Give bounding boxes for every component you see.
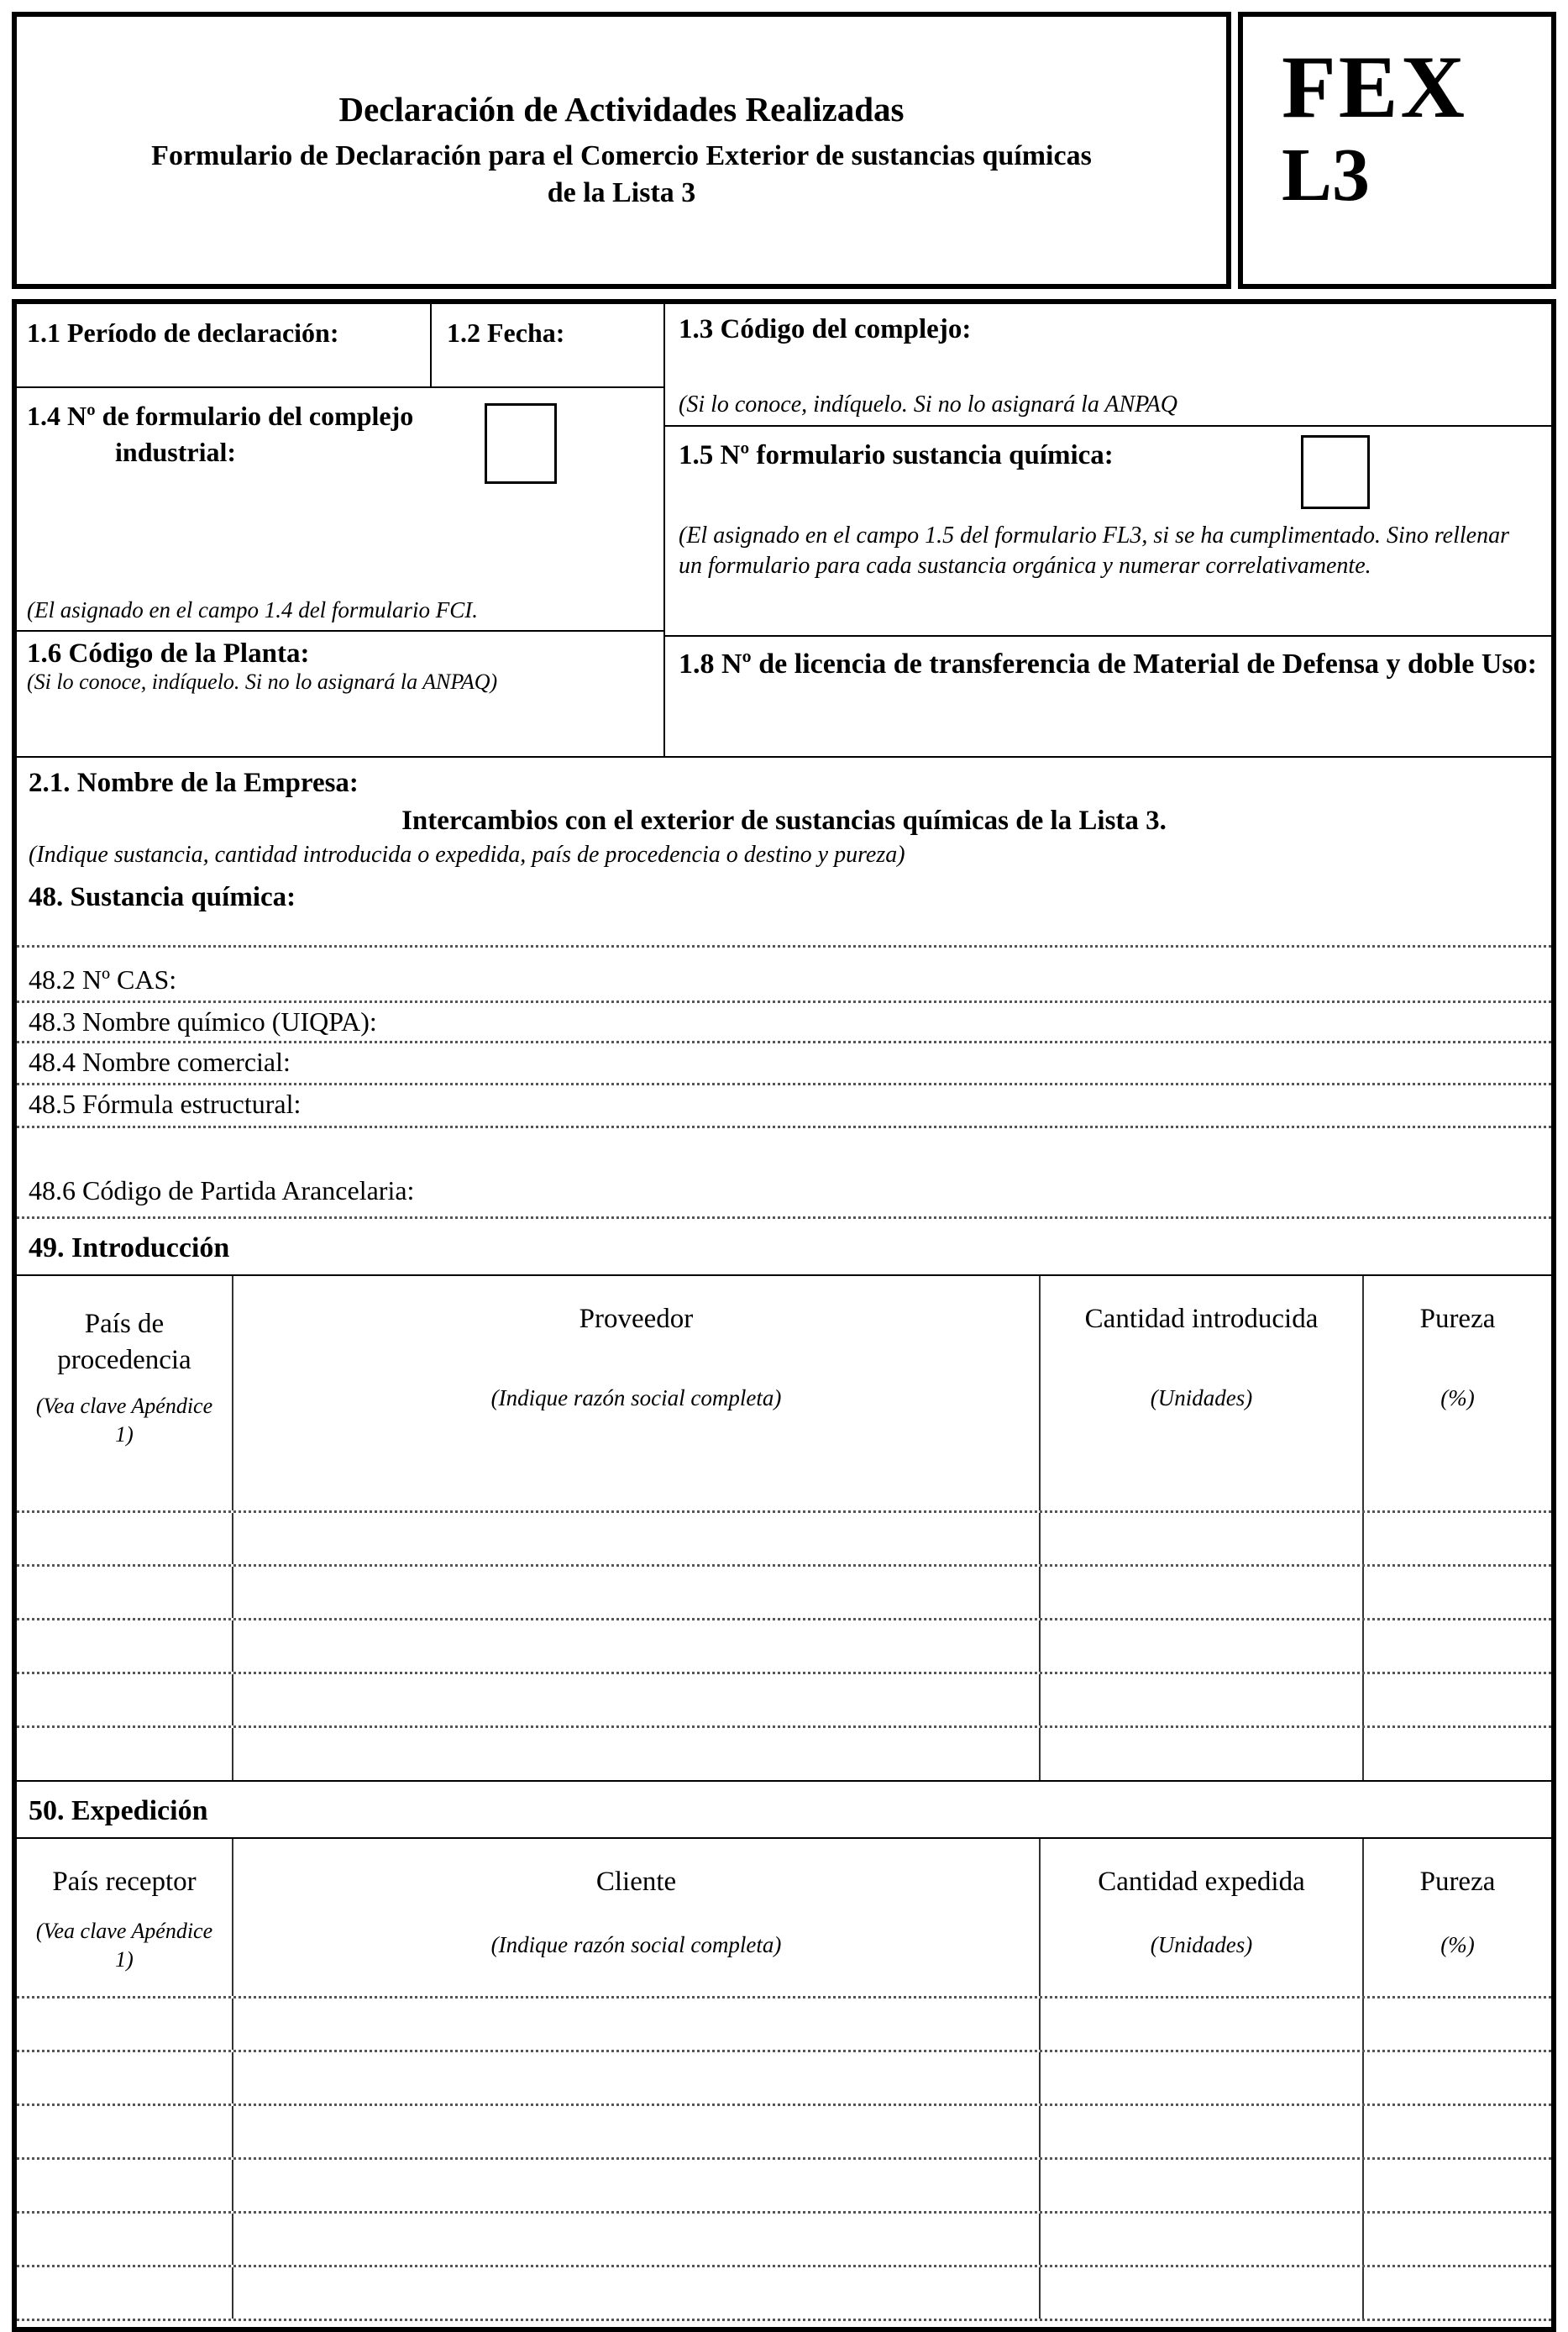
- expedition-table-header: [17, 1839, 1551, 1998]
- col-provider-note: (Indique razón social completa): [490, 1384, 782, 1410]
- table-cell[interactable]: [1041, 1674, 1364, 1725]
- table-row[interactable]: [17, 2052, 1551, 2106]
- field-48-6-label: 48.6 Código de Partida Arancelaria:: [29, 1175, 415, 1205]
- table-cell[interactable]: [17, 2267, 233, 2319]
- col-purity: [1364, 1839, 1551, 1996]
- col-quantity-introduced-label: Cantidad introducida: [1084, 1304, 1319, 1334]
- table-cell[interactable]: [1041, 2267, 1364, 2319]
- section-49-title: 49. Introducción: [17, 1219, 1551, 1276]
- col-quantity-introduced-note: (Unidades): [1150, 1384, 1253, 1410]
- col-purity-note: (%): [1440, 1931, 1475, 1957]
- col-receiving-country-note: (Vea clave Apéndice 1): [35, 1918, 213, 1972]
- field-1-5-substance-form-number-cell[interactable]: [665, 427, 1551, 637]
- field-48-4-label: 48.4 Nombre comercial:: [29, 1047, 291, 1077]
- field-48-2-label: 48.2 Nº CAS:: [29, 964, 177, 995]
- col-purity-label: Pureza: [1419, 1867, 1496, 1897]
- section-1-top-row: [17, 304, 663, 388]
- field-1-6-label: 1.6 Código de la Planta:: [27, 638, 310, 669]
- col-client-note: (Indique razón social completa): [490, 1931, 782, 1957]
- field-1-5-note: (El asignado en el campo 1.5 del formulario FL3, si se ha cumplimentado. Sino rellenar un formulario para cada sustancia orgánica y numerar correlativamente.: [679, 523, 1509, 580]
- section-2-note: (Indique sustancia, cantidad introducida o expedida, país de procedencia o destino y pureza): [29, 842, 905, 868]
- table-cell[interactable]: [233, 2267, 1041, 2319]
- col-provider-label: Proveedor: [579, 1304, 694, 1334]
- field-1-3-complex-code-cell[interactable]: [665, 304, 1551, 427]
- section-1-right-column: [665, 304, 1551, 756]
- field-48-3-label: 48.3 Nombre químico (UIQPA):: [29, 1006, 377, 1037]
- introduction-table-body: [17, 1513, 1551, 1782]
- table-cell[interactable]: [17, 1620, 233, 1672]
- table-cell[interactable]: [233, 1513, 1041, 1564]
- col-receiving-country: [17, 1839, 233, 1996]
- table-cell[interactable]: [233, 1998, 1041, 2050]
- table-cell[interactable]: [233, 1728, 1041, 1780]
- field-48-label: 48. Sustancia química:: [29, 882, 296, 912]
- col-provider: [233, 1276, 1041, 1510]
- field-2-1-label: 2.1. Nombre de la Empresa:: [29, 768, 359, 798]
- table-cell[interactable]: [1041, 1998, 1364, 2050]
- field-48-substance-row[interactable]: [17, 874, 1551, 948]
- table-cell[interactable]: [1364, 2214, 1551, 2265]
- table-row[interactable]: [17, 1728, 1551, 1782]
- col-purity: [1364, 1276, 1551, 1510]
- table-cell[interactable]: [1364, 1998, 1551, 2050]
- field-1-2-label: 1.2 Fecha:: [447, 318, 565, 348]
- table-cell[interactable]: [1364, 1513, 1551, 1564]
- field-1-3-label: 1.3 Código del complejo:: [679, 314, 972, 344]
- table-cell[interactable]: [1041, 1728, 1364, 1780]
- table-cell[interactable]: [1364, 1567, 1551, 1618]
- field-1-6-note: (Si lo conoce, indíquelo. Si no lo asignará la ANPAQ): [27, 670, 498, 694]
- table-cell[interactable]: [17, 1567, 233, 1618]
- table-cell[interactable]: [17, 2106, 233, 2157]
- table-row[interactable]: [17, 2106, 1551, 2160]
- table-cell[interactable]: [17, 2214, 233, 2265]
- table-cell[interactable]: [1041, 1620, 1364, 1672]
- table-row[interactable]: [17, 2160, 1551, 2214]
- field-1-2-date-cell[interactable]: [432, 304, 663, 386]
- table-row[interactable]: [17, 1513, 1551, 1567]
- table-cell[interactable]: [233, 2106, 1041, 2157]
- table-cell[interactable]: [233, 1674, 1041, 1725]
- table-cell[interactable]: [233, 2214, 1041, 2265]
- col-quantity-introduced: [1041, 1276, 1364, 1510]
- section-2[interactable]: [17, 758, 1551, 874]
- table-cell[interactable]: [233, 1620, 1041, 1672]
- field-1-4-label: 1.4 Nº de formulario del complejo industrial:: [27, 401, 414, 468]
- form-code-l3: L3: [1282, 133, 1371, 217]
- table-cell[interactable]: [1041, 2160, 1364, 2211]
- table-cell[interactable]: [1364, 2160, 1551, 2211]
- form-code-fex: FEX: [1282, 38, 1467, 136]
- form-body: [12, 299, 1556, 2332]
- introduction-table-header: [17, 1276, 1551, 1513]
- section-2-heading: Intercambios con el exterior de sustancias químicas de la Lista 3.: [401, 806, 1167, 836]
- table-row[interactable]: [17, 1620, 1551, 1674]
- col-country-of-origin-note: (Vea clave Apéndice 1): [35, 1393, 213, 1447]
- table-row[interactable]: [17, 1674, 1551, 1728]
- col-purity-note: (%): [1440, 1384, 1475, 1410]
- field-48-5-structural-formula-row[interactable]: [17, 1085, 1551, 1128]
- col-purity-label: Pureza: [1419, 1304, 1496, 1334]
- table-cell[interactable]: [17, 2160, 233, 2211]
- table-cell[interactable]: [1364, 1620, 1551, 1672]
- field-1-1-label: 1.1 Período de declaración:: [27, 318, 339, 348]
- col-client-label: Cliente: [595, 1867, 677, 1897]
- col-quantity-shipped-label: Cantidad expedida: [1098, 1867, 1305, 1897]
- table-row[interactable]: [17, 2214, 1551, 2267]
- col-quantity-shipped: [1041, 1839, 1364, 1996]
- table-cell[interactable]: [1041, 1513, 1364, 1564]
- table-cell[interactable]: [1041, 1567, 1364, 1618]
- field-48-4-commercial-name-row[interactable]: [17, 1043, 1551, 1085]
- table-cell[interactable]: [1364, 2267, 1551, 2319]
- section-1-left-column: [17, 304, 665, 756]
- table-cell[interactable]: [17, 1513, 233, 1564]
- table-cell[interactable]: [1364, 1674, 1551, 1725]
- table-cell[interactable]: [1041, 2214, 1364, 2265]
- table-row[interactable]: [17, 1567, 1551, 1620]
- form-header: [0, 0, 1568, 289]
- field-1-4-entry-box[interactable]: [485, 403, 557, 484]
- form-title: Declaración de Actividades Realizadas: [338, 89, 905, 129]
- col-quantity-shipped-note: (Unidades): [1150, 1931, 1253, 1957]
- form-code-box: [1238, 12, 1556, 289]
- form-title-box: [12, 12, 1231, 289]
- table-cell[interactable]: [1364, 1728, 1551, 1780]
- field-1-4-row: [27, 398, 653, 484]
- table-row[interactable]: [17, 1998, 1551, 2052]
- table-cell[interactable]: [233, 1567, 1041, 1618]
- table-cell[interactable]: [1041, 2052, 1364, 2104]
- field-1-4-complex-form-number-cell[interactable]: [17, 388, 663, 632]
- field-48-3-iupac-name-row[interactable]: [17, 1003, 1551, 1043]
- field-1-5-entry-box[interactable]: [1301, 435, 1370, 509]
- field-1-1-period-cell[interactable]: [17, 304, 432, 386]
- col-client: [233, 1839, 1041, 1996]
- field-48-6-tariff-code-row[interactable]: [17, 1128, 1551, 1219]
- table-cell[interactable]: [233, 2052, 1041, 2104]
- col-country-of-origin-label: País de procedencia: [57, 1309, 191, 1375]
- field-1-5-row: [679, 435, 1538, 509]
- expedition-table-body: [17, 1998, 1551, 2321]
- field-48-2-cas-row[interactable]: [17, 948, 1551, 1003]
- field-1-3-note: (Si lo conoce, indíquelo. Si no lo asignará la ANPAQ: [679, 391, 1177, 418]
- table-cell[interactable]: [17, 1728, 233, 1780]
- table-cell[interactable]: [17, 1674, 233, 1725]
- table-row[interactable]: [17, 2267, 1551, 2321]
- form-subtitle: Formulario de Declaración para el Comercio Exterior de sustancias químicas de la Lista 3: [151, 139, 1092, 208]
- col-country-of-origin: [17, 1276, 233, 1510]
- section-50-title: 50. Expedición: [17, 1782, 1551, 1839]
- table-cell[interactable]: [1364, 2052, 1551, 2104]
- field-1-6-plant-code-cell[interactable]: [17, 632, 663, 756]
- field-48-5-label: 48.5 Fórmula estructural:: [29, 1089, 302, 1119]
- field-1-8-transfer-license-cell[interactable]: [665, 637, 1551, 756]
- table-cell[interactable]: [17, 1998, 233, 2050]
- field-1-8-label: 1.8 Nº de licencia de transferencia de Material de Defensa y doble Uso:: [679, 649, 1537, 680]
- table-cell[interactable]: [1041, 2106, 1364, 2157]
- table-cell[interactable]: [1364, 2106, 1551, 2157]
- table-cell[interactable]: [17, 2052, 233, 2104]
- col-receiving-country-label: País receptor: [52, 1867, 197, 1897]
- field-1-4-note: (El asignado en el campo 1.4 del formulario FCI.: [27, 597, 478, 622]
- table-cell[interactable]: [233, 2160, 1041, 2211]
- field-1-5-label: 1.5 Nº formulario sustancia química:: [679, 440, 1114, 470]
- section-1: [17, 304, 1551, 758]
